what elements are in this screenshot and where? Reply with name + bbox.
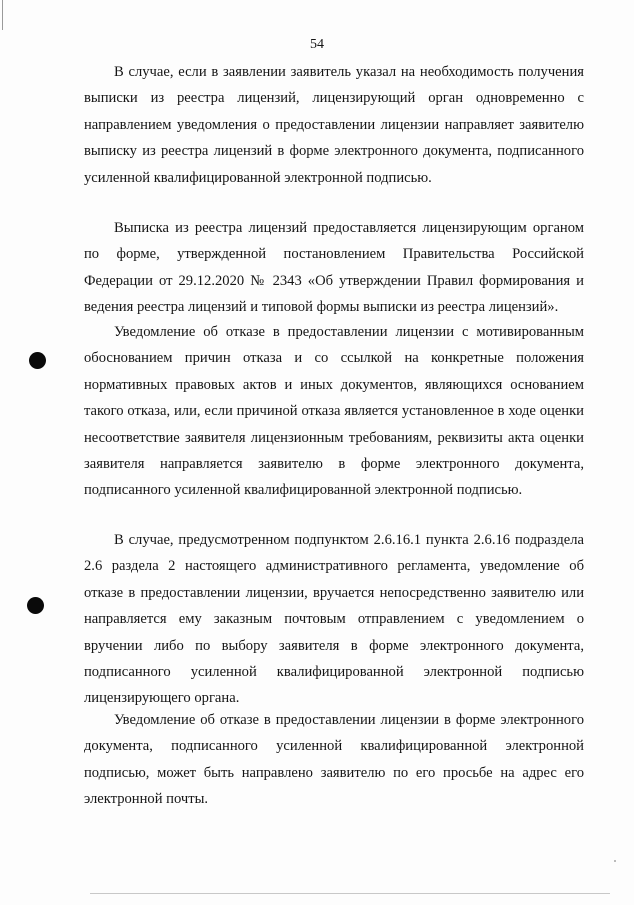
paragraph-extract-request: В случае, если в заявлении заявитель указал на необходимость получения выписки из реестра лицензий, лицензирующий орган одновременно с направлением уведомления о предоставлении лицензии направляет заявителю выписку из реестра лицензий в форме электронного документа, подписанного усиленной квалифицированной электронной подписью. — [84, 64, 584, 186]
punch-hole-mark — [27, 597, 44, 614]
scan-speck — [614, 860, 616, 862]
scan-edge-line — [90, 893, 610, 894]
scan-edge-mark — [2, 0, 3, 30]
paragraph-refusal-email: Уведомление об отказе в предоставлении лицензии в форме электронного документа, подписанного усиленной квалифицированной электронной подписью, может быть направлено заявителю по его просьбе на адрес его электронной почты. — [84, 712, 584, 808]
paragraph-refusal-delivery: В случае, предусмотренном подпунктом 2.6.16.1 пункта 2.6.16 подраздела 2.6 раздела 2 настоящего административного регламента, уведомление об отказе в предоставлении лицензии, вручается непосредственно заявителю или направляется ему заказным почтовым отправлением с уведомлением о вручении либо по выбору заявителя в форме электронного документа, подписанного усиленной квалифицированной электронной подписью лицензирующего органа. — [84, 532, 584, 707]
page-number: 54 — [310, 37, 324, 52]
paragraph-refusal-notice: Уведомление об отказе в предоставлении лицензии с мотивированным обоснованием причин отказа и со ссылкой на конкретные положения нормативных правовых актов и иных документов, являющихся основанием такого отказа, или, если причиной отказа является установленное в ходе оценки несоответствие заявителя лицензионным требованиям, реквизиты акта оценки заявителя направляется заявителю в форме электронного документа, подписанного усиленной квалифицированной электронной подписью. — [84, 324, 584, 499]
punch-hole-mark — [29, 352, 46, 369]
paragraph-extract-form: Выписка из реестра лицензий предоставляется лицензирующим органом по форме, утвержденной постановлением Правительства Российской Федерации от 29.12.2020 № 2343 «Об утверждении Правил формирования и ведения реестра лицензий и типовой формы выписки из реестра лицензий». — [84, 220, 584, 316]
